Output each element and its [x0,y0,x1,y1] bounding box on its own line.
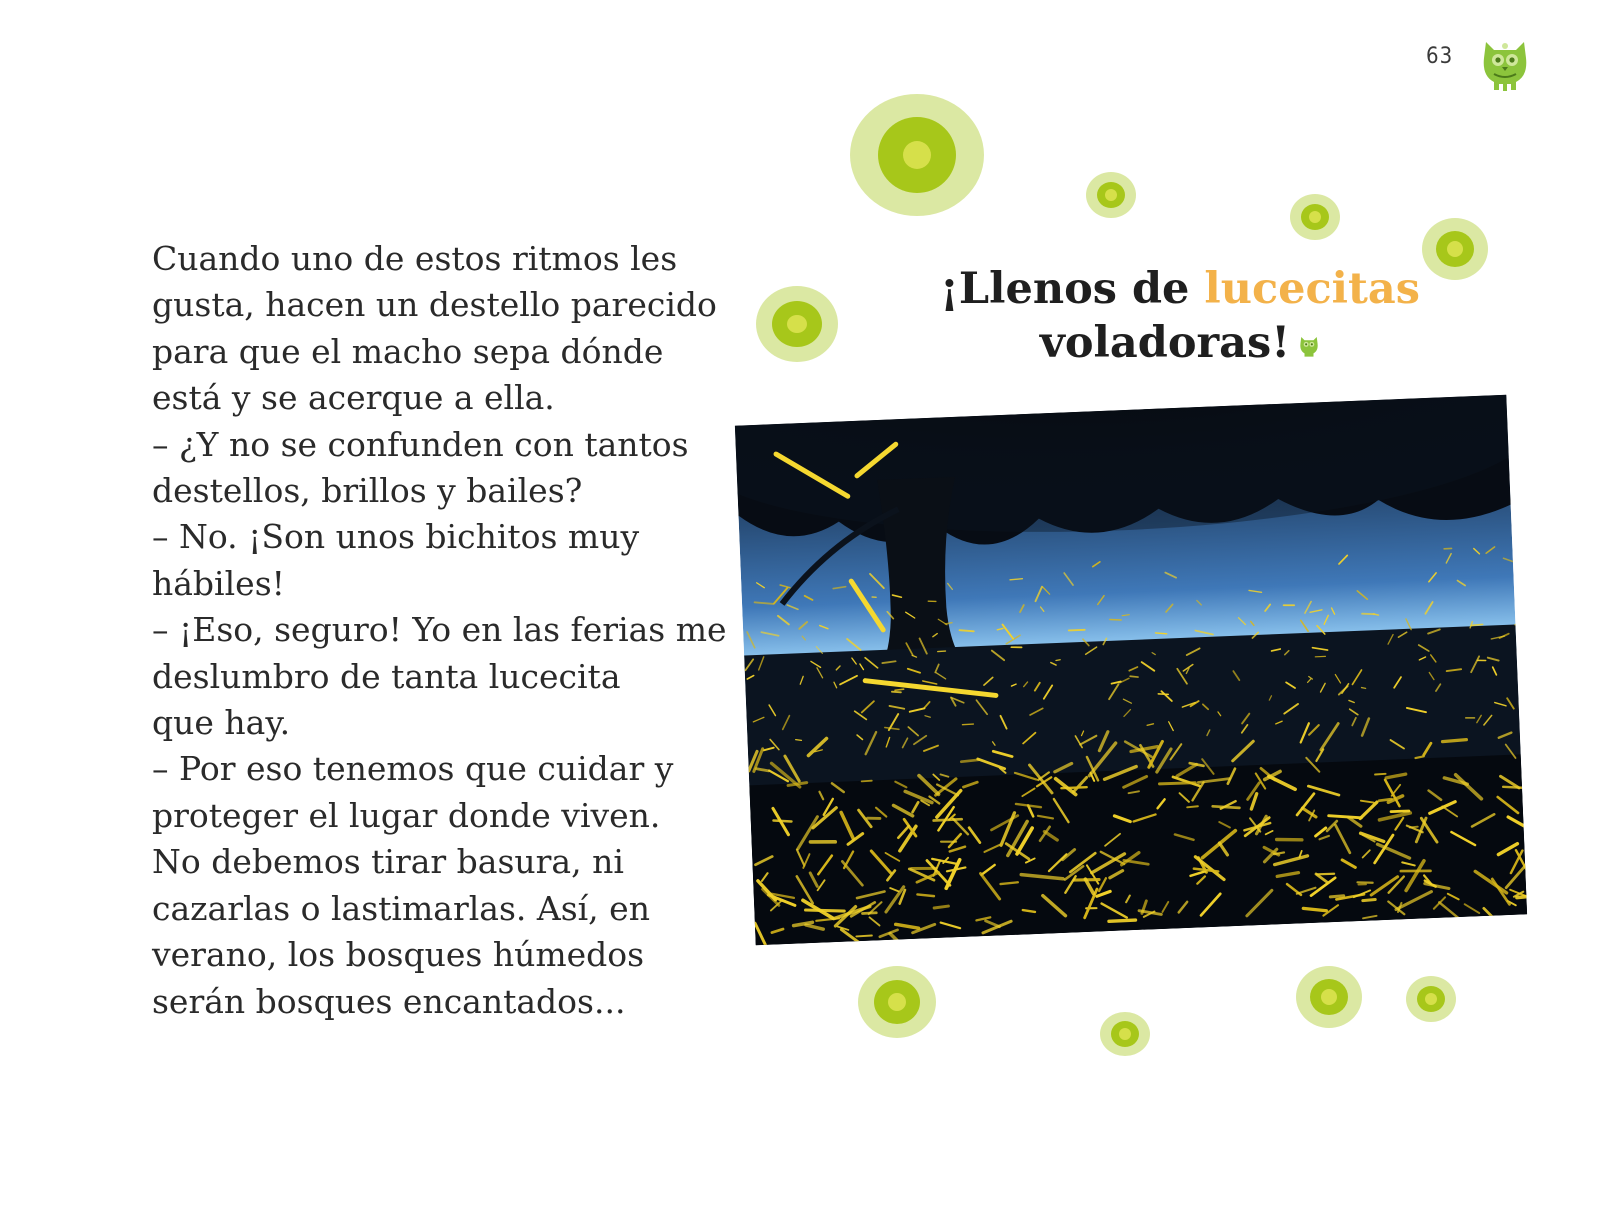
firefly-streak [1069,630,1085,631]
firefly-streak [810,841,835,843]
firefly-glow-icon [858,966,936,1038]
text-line: destellos, brillos y bailes? [152,471,583,511]
firefly-streak [1358,882,1373,884]
text-line: – Por eso tenemos que cuidar y [152,749,674,789]
firefly-streak [863,913,877,914]
firefly-glow-icon [1296,966,1362,1028]
firefly-streak [1277,839,1302,841]
firefly-streak [1442,740,1466,742]
firefly-streak [1515,622,1526,624]
page-number: 63 [1426,44,1454,69]
text-line: serán bosques encantados... [152,981,626,1021]
firefly-streak [1471,624,1482,625]
text-line: gusta, hacen un destello parecido [152,285,717,325]
heading-part2: voladoras! [1039,318,1291,368]
text-line: Cuando uno de estos ritmos les [152,239,678,278]
firefly-streak [1011,647,1021,648]
firefly-streak [1362,613,1374,615]
owl-mascot-small-icon [1298,334,1320,358]
firefly-streak [1317,874,1334,875]
firefly-streak [895,689,904,690]
fireflies-forest-night-photo [735,395,1527,946]
text-line: – No. ¡Son unos bichitos muy [152,517,640,557]
section-heading [900,262,1460,370]
firefly-streak [892,691,901,692]
firefly-glow-icon [850,94,984,216]
firefly-streak [1109,920,1136,921]
text-line: No debemos tirar basura, ni [152,842,624,882]
text-line: verano, los bosques húmedos [152,935,645,975]
owl-mascot-icon [1478,36,1532,92]
firefly-glow-icon [756,286,838,362]
firefly-streak [1284,605,1295,606]
firefly-streak [1187,806,1198,807]
text-line: – ¿Y no se confunden con tantos [152,424,689,464]
firefly-streak [856,935,872,936]
firefly-streak [1130,676,1138,677]
text-line: que hay. [152,703,291,743]
text-line: proteger el lugar donde viven. [152,795,661,835]
firefly-streak [934,819,962,820]
firefly-streak [1056,660,1060,661]
firefly-streak [1391,811,1409,812]
text-line: – ¡Eso, seguro! Yo en las ferias me [152,610,727,650]
firefly-streak [928,601,936,602]
heading-part1: ¡Llenos de [940,264,1205,314]
text-line: para que el macho sepa dónde [152,331,664,371]
heading-accent: lucecitas [1204,264,1420,314]
firefly-streak [934,906,948,908]
firefly-streak [1363,900,1375,901]
firefly-streak [872,597,876,598]
story-text [152,236,732,1025]
firefly-streak [1466,718,1475,719]
firefly-glow-icon [1100,1012,1150,1056]
firefly-glow-icon [1086,172,1136,218]
firefly-streak [867,818,879,819]
text-line: está y se acerque a ella. [152,378,555,418]
firefly-streak [1110,619,1121,620]
firefly-streak [938,651,946,652]
firefly-streak [1159,782,1195,784]
text-line: hábiles! [152,563,285,603]
firefly-streak [961,760,979,762]
firefly-glow-icon [1406,976,1456,1022]
firefly-streak [1478,660,1486,661]
firefly-streak [1330,896,1343,897]
firefly-streak [1375,774,1385,775]
firefly-streak [862,781,872,782]
firefly-streak [962,724,973,725]
text-line: deslumbro de tanta lucecita [152,656,621,696]
firefly-streak [941,841,956,842]
text-line: cazarlas o lastimarlas. Así, en [152,888,650,928]
firefly-glow-icon [1290,194,1340,240]
